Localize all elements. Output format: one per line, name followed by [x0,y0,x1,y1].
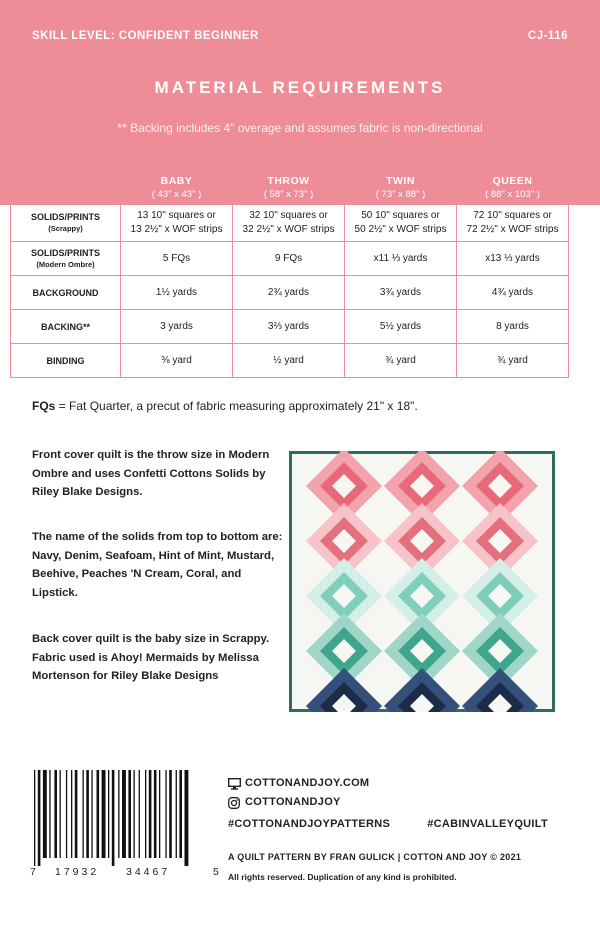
page-title: MATERIAL REQUIREMENTS [154,78,446,97]
fq-term: FQs [32,399,56,413]
table-cell: ⅜ yard [121,344,233,378]
barcode-digits-right: 34467 [126,866,171,878]
website-link[interactable]: COTTONANDJOY.COM [245,777,370,789]
col-baby: BABY ( 43" x 43" ) [121,171,233,205]
table-corner [11,171,121,205]
table-row [11,276,569,310]
col-throw: THROW ( 58" x 73" ) [233,171,345,205]
hashtag-patterns: #COTTONANDJOYPATTERNS [228,818,391,830]
table-cell: x11 ⅓ yards [345,242,457,276]
table-cell: 72 10" squares or 72 2½" x WOF strips [457,205,569,242]
barcode-digit-first: 7 [30,866,36,878]
table-row [11,344,569,378]
table-cell: 32 10" squares or 32 2½" x WOF strips [233,205,345,242]
row-label-backing: BACKING** [11,310,121,344]
table-cell: ¾ yard [457,344,569,378]
fq-text: = Fat Quarter, a precut of fabric measuring approximately 21" x 18". [55,399,418,413]
rights-line: All rights reserved. Duplication of any kind is prohibited. [228,872,457,882]
table-cell: 9 FQs [233,242,345,276]
front-cover-paragraph: Front cover quilt is the throw size in Modern Ombre and uses Confetti Cottons Solids by Riley Blake Designs. [32,449,270,498]
row-label-scrappy: SOLIDS/PRINTS (Scrappy) [11,205,121,242]
fq-definition [32,399,418,413]
table-cell: 4¾ yards [457,276,569,310]
table-row [11,242,569,276]
table-cell: 50 10" squares or 50 2½" x WOF strips [345,205,457,242]
backing-note: ** Backing includes 4" overage and assumes fabric is non-directional [117,121,483,135]
material-table [10,170,569,378]
table-cell: 13 10" squares or 13 2½" x WOF strips [121,205,233,242]
skill-level: SKILL LEVEL: CONFIDENT BEGINNER [32,30,259,42]
table-row [11,310,569,344]
table-cell: ¾ yard [345,344,457,378]
row-label-background: BACKGROUND [11,276,121,310]
row-label-binding: BINDING [11,344,121,378]
barcode-digits-left: 17932 [55,866,100,878]
col-twin: TWIN ( 73" x 88" ) [345,171,457,205]
table-cell: ½ yard [233,344,345,378]
table-cell: 3¾ yards [345,276,457,310]
quilt-photo [289,451,555,712]
barcode [32,770,212,870]
table-cell: 3 yards [121,310,233,344]
back-cover-paragraph: Back cover quilt is the baby size in Scrappy. Fabric used is Ahoy! Mermaids by Melissa Mortenson for Riley Blake Designs [32,633,270,682]
table-cell: 1½ yards [121,276,233,310]
hashtag-quilt: #CABINVALLEYQUILT [427,818,548,830]
credit-line: A QUILT PATTERN BY FRAN GULICK | COTTON AND JOY © 2021 [228,852,522,862]
monitor-icon [228,778,241,790]
table-cell: 5 FQs [121,242,233,276]
table-row [11,205,569,242]
table-cell: 5½ yards [345,310,457,344]
instagram-icon [228,797,240,809]
row-label-ombre: SOLIDS/PRINTS (Modern Ombre) [11,242,121,276]
table-cell: 8 yards [457,310,569,344]
barcode-digit-last: 5 [213,866,219,878]
col-queen: QUEEN ( 88" x 103" ) [457,171,569,205]
table-cell: x13 ⅓ yards [457,242,569,276]
pattern-code: CJ-116 [527,30,568,42]
table-cell: 2¾ yards [233,276,345,310]
instagram-handle[interactable]: COTTONANDJOY [245,796,341,808]
table-cell: 3⅔ yards [233,310,345,344]
solids-paragraph: The name of the solids from top to bottom are: Navy, Denim, Seafoam, Hint of Mint, Mustard, Beehive, Peaches 'N Cream, Coral, and Lipstick. [32,531,283,599]
